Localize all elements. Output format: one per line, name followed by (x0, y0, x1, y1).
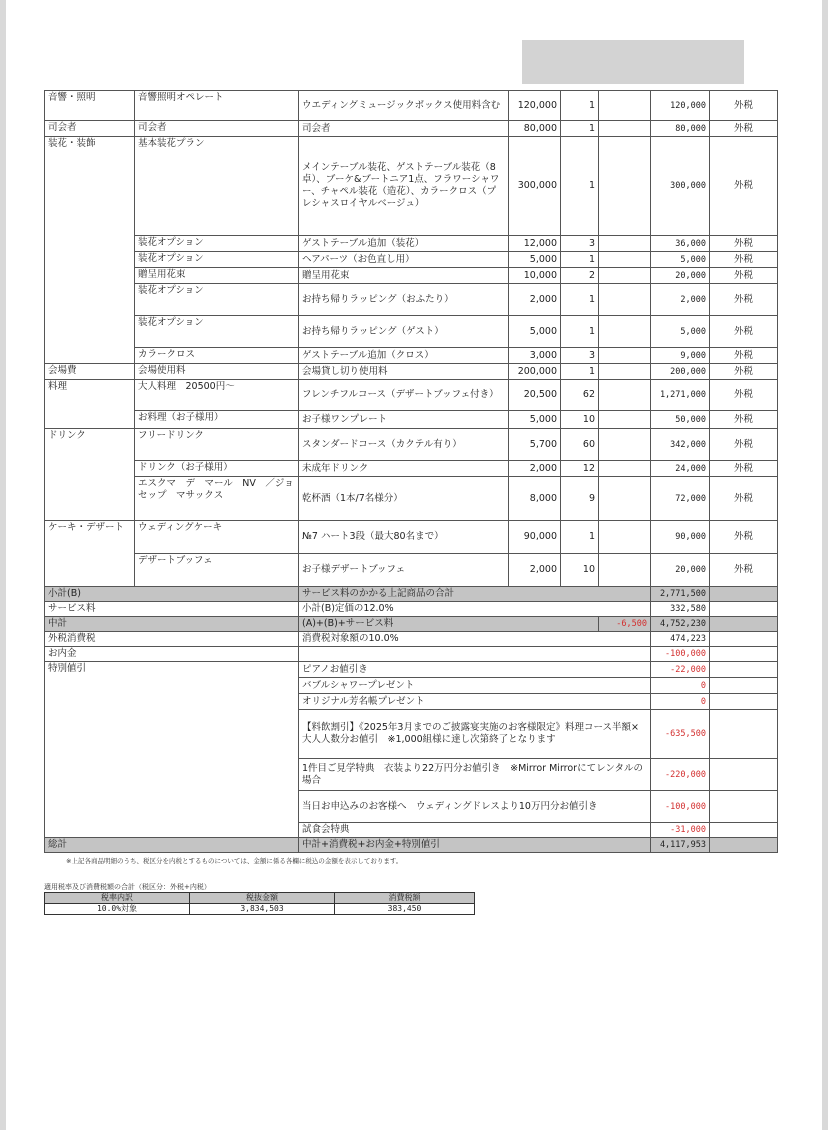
midtotal-description: (A)+(B)+サービス料 (299, 617, 599, 632)
empty-cell (299, 647, 651, 662)
discount-description: バブルシャワープレゼント (299, 678, 651, 694)
tax-rate-cell: 10.0%対象 (45, 904, 190, 915)
deposit-amount: -100,000 (651, 647, 710, 662)
description-cell: ヘアパーツ（お色直し用） (299, 252, 509, 268)
empty-cell (710, 759, 778, 791)
amount-cell: 20,000 (651, 268, 710, 284)
table-row (45, 121, 778, 137)
quantity-cell: 1 (561, 364, 599, 380)
discount-description: 当日お申込みのお客様へ ウェディングドレスより10万円分お値引き (299, 791, 651, 823)
adjust-cell (599, 461, 651, 477)
consumption-tax-label: 外税消費税 (45, 632, 299, 647)
midtotal-label: 中計 (45, 617, 299, 632)
discount-description: 試食会特典 (299, 823, 651, 838)
tax-type-cell: 外税 (710, 521, 778, 554)
empty-cell (710, 662, 778, 678)
table-row (45, 380, 778, 411)
service-charge-amount: 332,580 (651, 602, 710, 617)
quantity-cell: 1 (561, 121, 599, 137)
description-cell: №7 ハート3段（最大80名まで） (299, 521, 509, 554)
tax-summary-header-row (45, 893, 475, 904)
midtotal-adjustment: -6,500 (599, 617, 651, 632)
amount-cell: 36,000 (651, 236, 710, 252)
adjust-cell (599, 284, 651, 316)
quantity-cell: 1 (561, 316, 599, 348)
estimate-table (44, 90, 778, 853)
item-cell: フリードリンク (135, 429, 299, 461)
adjust-cell (599, 348, 651, 364)
item-cell: 基本装花プラン (135, 137, 299, 236)
deposit-row (45, 647, 778, 662)
table-row (45, 477, 778, 521)
adjust-cell (599, 554, 651, 587)
unit-price-cell: 120,000 (509, 91, 561, 121)
unit-price-cell: 5,000 (509, 411, 561, 429)
table-row (45, 91, 778, 121)
tax-type-cell: 外税 (710, 554, 778, 587)
tax-amount-cell: 383,450 (335, 904, 475, 915)
subtotal-description: サービス料のかかる上記商品の合計 (299, 587, 651, 602)
quantity-cell: 3 (561, 236, 599, 252)
grand-total-row (45, 838, 778, 853)
unit-price-cell: 5,000 (509, 252, 561, 268)
amount-cell: 20,000 (651, 554, 710, 587)
tax-type-cell: 外税 (710, 121, 778, 137)
tax-summary-header: 消費税額 (335, 893, 475, 904)
quantity-cell: 1 (561, 284, 599, 316)
discount-amount: -31,000 (651, 823, 710, 838)
grand-total-amount: 4,117,953 (651, 838, 710, 853)
discount-amount: -220,000 (651, 759, 710, 791)
tax-summary-header: 税率内訳 (45, 893, 190, 904)
description-cell: 会場貸し切り使用料 (299, 364, 509, 380)
adjust-cell (599, 316, 651, 348)
item-cell: 装花オプション (135, 236, 299, 252)
item-cell: 会場使用料 (135, 364, 299, 380)
consumption-tax-description: 消費税対象額の10.0% (299, 632, 651, 647)
unit-price-cell: 5,000 (509, 316, 561, 348)
quantity-cell: 2 (561, 268, 599, 284)
category-cell (45, 554, 135, 587)
category-cell: 音響・照明 (45, 91, 135, 121)
table-row (45, 268, 778, 284)
amount-cell: 120,000 (651, 91, 710, 121)
description-cell: フレンチフルコース（デザートブッフェ付き） (299, 380, 509, 411)
amount-cell: 24,000 (651, 461, 710, 477)
empty-cell (710, 838, 778, 853)
unit-price-cell: 20,500 (509, 380, 561, 411)
empty-cell (710, 632, 778, 647)
tax-type-cell: 外税 (710, 477, 778, 521)
category-cell (45, 316, 135, 348)
description-cell: お子様デザートブッフェ (299, 554, 509, 587)
description-cell: お持ち帰りラッピング（おふたり） (299, 284, 509, 316)
quantity-cell: 10 (561, 411, 599, 429)
description-cell: 司会者 (299, 121, 509, 137)
table-row (45, 316, 778, 348)
tax-type-cell: 外税 (710, 284, 778, 316)
unit-price-cell: 10,000 (509, 268, 561, 284)
category-cell (45, 284, 135, 316)
adjust-cell (599, 121, 651, 137)
adjust-cell (599, 429, 651, 461)
item-cell: 贈呈用花束 (135, 268, 299, 284)
empty-cell (710, 823, 778, 838)
quantity-cell: 3 (561, 348, 599, 364)
amount-cell: 300,000 (651, 137, 710, 236)
category-cell (45, 236, 135, 252)
amount-cell: 72,000 (651, 477, 710, 521)
empty-cell (710, 587, 778, 602)
table-row (45, 284, 778, 316)
item-cell: 大人料理 20500円〜 (135, 380, 299, 411)
item-cell: カラークロス (135, 348, 299, 364)
category-cell: 会場費 (45, 364, 135, 380)
tax-type-cell: 外税 (710, 268, 778, 284)
tax-type-cell: 外税 (710, 364, 778, 380)
unit-price-cell: 12,000 (509, 236, 561, 252)
tax-summary-caption: 適用税率及び消費税額の合計（税区分：外税+内税） (44, 883, 211, 891)
table-row (45, 252, 778, 268)
table-row (45, 521, 778, 554)
item-cell: ドリンク（お子様用） (135, 461, 299, 477)
adjust-cell (599, 268, 651, 284)
amount-cell: 9,000 (651, 348, 710, 364)
category-cell: 料理 (45, 380, 135, 411)
category-cell (45, 252, 135, 268)
quantity-cell: 62 (561, 380, 599, 411)
empty-cell (710, 710, 778, 759)
adjust-cell (599, 252, 651, 268)
service-charge-label: サービス料 (45, 602, 299, 617)
quantity-cell: 12 (561, 461, 599, 477)
description-cell: 贈呈用花束 (299, 268, 509, 284)
consumption-tax-row (45, 632, 778, 647)
quantity-cell: 1 (561, 252, 599, 268)
category-cell (45, 477, 135, 521)
amount-cell: 342,000 (651, 429, 710, 461)
unit-price-cell: 3,000 (509, 348, 561, 364)
item-cell: エスクマ デ マール NV ／ジョセップ マサックス (135, 477, 299, 521)
quantity-cell: 1 (561, 91, 599, 121)
unit-price-cell: 200,000 (509, 364, 561, 380)
unit-price-cell: 2,000 (509, 284, 561, 316)
category-cell: ドリンク (45, 429, 135, 461)
description-cell: お子様ワンプレート (299, 411, 509, 429)
table-row (45, 554, 778, 587)
description-cell: メインテーブル装花、ゲストテーブル装花（8卓）、ブーケ&ブートニア1点、フラワーシャワー、チャペル装花（造花）、カラークロス（プレシャスロイヤルベージュ） (299, 137, 509, 236)
item-cell: お料理（お子様用） (135, 411, 299, 429)
quantity-cell: 1 (561, 137, 599, 236)
tax-type-cell: 外税 (710, 380, 778, 411)
category-cell (45, 461, 135, 477)
tax-note: ※上記各商品明細のうち、税区分を内税とするものについては、金額に係る各欄に税込の金額を表示しております。 (66, 857, 403, 865)
service-charge-description: 小計(B)定価の12.0% (299, 602, 651, 617)
table-row (45, 429, 778, 461)
description-cell: 乾杯酒（1本/7名様分） (299, 477, 509, 521)
amount-cell: 2,000 (651, 284, 710, 316)
category-cell: 司会者 (45, 121, 135, 137)
description-cell: ウエディングミュージックボックス使用料含む (299, 91, 509, 121)
amount-cell: 80,000 (651, 121, 710, 137)
empty-cell (710, 647, 778, 662)
consumption-tax-amount: 474,223 (651, 632, 710, 647)
midtotal-amount: 4,752,230 (651, 617, 710, 632)
unit-price-cell: 80,000 (509, 121, 561, 137)
adjust-cell (599, 380, 651, 411)
special-discount-row (45, 662, 778, 678)
redacted-header-block (522, 40, 744, 84)
discount-description: オリジナル芳名帳プレゼント (299, 694, 651, 710)
amount-cell: 200,000 (651, 364, 710, 380)
item-cell: 装花オプション (135, 284, 299, 316)
discount-amount: -635,500 (651, 710, 710, 759)
quantity-cell: 60 (561, 429, 599, 461)
item-cell: ウェディングケーキ (135, 521, 299, 554)
subtotal-label: 小計(B) (45, 587, 299, 602)
subtotal-row (45, 587, 778, 602)
item-cell: 音響照明オペレート (135, 91, 299, 121)
quantity-cell: 9 (561, 477, 599, 521)
tax-summary-row (45, 904, 475, 915)
amount-cell: 5,000 (651, 252, 710, 268)
description-cell: ゲストテーブル追加（装花） (299, 236, 509, 252)
adjust-cell (599, 411, 651, 429)
discount-amount: -100,000 (651, 791, 710, 823)
tax-type-cell: 外税 (710, 137, 778, 236)
unit-price-cell: 2,000 (509, 461, 561, 477)
item-cell: 装花オプション (135, 316, 299, 348)
table-row (45, 348, 778, 364)
table-row (45, 364, 778, 380)
category-cell: ケーキ・デザート (45, 521, 135, 554)
unit-price-cell: 300,000 (509, 137, 561, 236)
description-cell: お持ち帰りラッピング（ゲスト） (299, 316, 509, 348)
empty-cell (710, 678, 778, 694)
tax-type-cell: 外税 (710, 411, 778, 429)
category-cell: 装花・装飾 (45, 137, 135, 236)
grand-total-description: 中計+消費税+お内金+特別値引 (299, 838, 651, 853)
item-cell: 司会者 (135, 121, 299, 137)
category-cell (45, 411, 135, 429)
empty-cell (710, 694, 778, 710)
deposit-label: お内金 (45, 647, 299, 662)
adjust-cell (599, 91, 651, 121)
table-row (45, 461, 778, 477)
tax-type-cell: 外税 (710, 348, 778, 364)
unit-price-cell: 8,000 (509, 477, 561, 521)
amount-cell: 90,000 (651, 521, 710, 554)
adjust-cell (599, 236, 651, 252)
grand-total-label: 総計 (45, 838, 299, 853)
discount-amount: 0 (651, 694, 710, 710)
midtotal-row (45, 617, 778, 632)
subtotal-amount: 2,771,500 (651, 587, 710, 602)
tax-type-cell: 外税 (710, 461, 778, 477)
special-discount-label: 特別値引 (45, 662, 299, 838)
discount-amount: -22,000 (651, 662, 710, 678)
quantity-cell: 10 (561, 554, 599, 587)
service-charge-row (45, 602, 778, 617)
adjust-cell (599, 137, 651, 236)
tax-type-cell: 外税 (710, 252, 778, 268)
tax-type-cell: 外税 (710, 316, 778, 348)
category-cell (45, 348, 135, 364)
adjust-cell (599, 521, 651, 554)
tax-summary-table (44, 892, 475, 915)
unit-price-cell: 5,700 (509, 429, 561, 461)
empty-cell (710, 791, 778, 823)
tax-excluded-amount-cell: 3,834,503 (190, 904, 335, 915)
discount-description: 【料飲割引】《2025年3月までのご披露宴実施のお客様限定》料理コース半額×大人人数分お値引 ※1,000組様に達し次第終了となります (299, 710, 651, 759)
table-row (45, 236, 778, 252)
amount-cell: 5,000 (651, 316, 710, 348)
table-row (45, 411, 778, 429)
item-cell: 装花オプション (135, 252, 299, 268)
tax-type-cell: 外税 (710, 236, 778, 252)
empty-cell (710, 617, 778, 632)
quantity-cell: 1 (561, 521, 599, 554)
discount-description: ピアノお値引き (299, 662, 651, 678)
adjust-cell (599, 477, 651, 521)
tax-summary-header: 税抜金額 (190, 893, 335, 904)
unit-price-cell: 90,000 (509, 521, 561, 554)
discount-description: 1件目ご見学特典 衣装より22万円分お値引き ※Mirror Mirrorにてレンタルの場合 (299, 759, 651, 791)
table-row (45, 137, 778, 236)
category-cell (45, 268, 135, 284)
unit-price-cell: 2,000 (509, 554, 561, 587)
description-cell: スタンダードコース（カクテル有り） (299, 429, 509, 461)
adjust-cell (599, 364, 651, 380)
discount-amount: 0 (651, 678, 710, 694)
description-cell: 未成年ドリンク (299, 461, 509, 477)
tax-type-cell: 外税 (710, 429, 778, 461)
description-cell: ゲストテーブル追加（クロス） (299, 348, 509, 364)
amount-cell: 50,000 (651, 411, 710, 429)
amount-cell: 1,271,000 (651, 380, 710, 411)
item-cell: デザートブッフェ (135, 554, 299, 587)
tax-type-cell: 外税 (710, 91, 778, 121)
empty-cell (710, 602, 778, 617)
